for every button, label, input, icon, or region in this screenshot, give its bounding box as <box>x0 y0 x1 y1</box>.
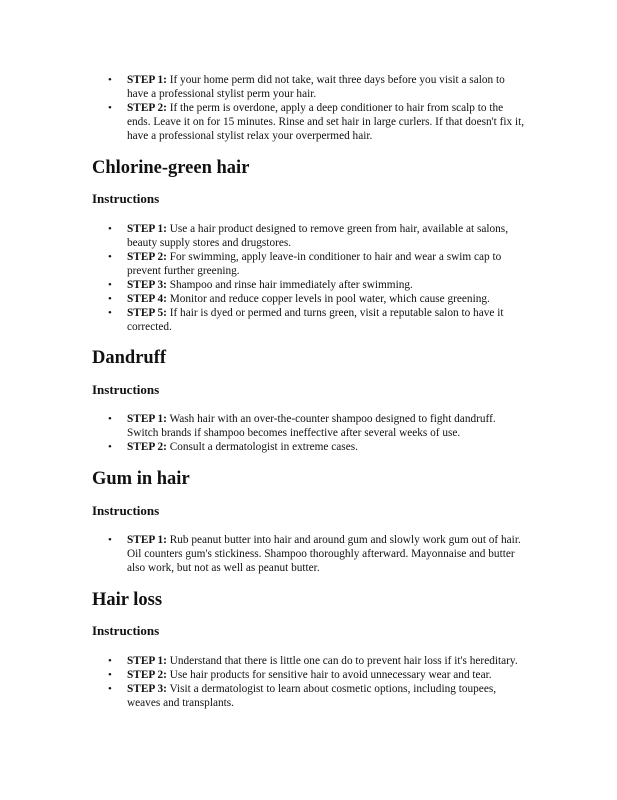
list-item <box>108 222 528 250</box>
list-item <box>108 668 528 682</box>
section-title-gum: Gum in hair <box>92 469 190 489</box>
step-text: If hair is dyed or permed and turns green, visit a reputable salon to have it corrected. <box>127 307 504 333</box>
step-label: STEP 2: <box>127 102 167 114</box>
list-item <box>108 533 528 575</box>
step-text: For swimming, apply leave-in conditioner to hair and wear a swim cap to prevent further greening. <box>127 251 502 277</box>
step-label: STEP 3: <box>127 279 167 291</box>
list-item <box>108 654 528 668</box>
instructions-heading: Instructions <box>92 382 160 397</box>
step-text: Monitor and reduce copper levels in pool water, which cause greening. <box>166 293 490 305</box>
step-label: STEP 2: <box>127 669 167 681</box>
step-label: STEP 2: <box>127 251 167 263</box>
step-text: Visit a dermatologist to learn about cosmetic options, including toupees, weaves and transplants. <box>127 683 497 709</box>
instructions-heading: Instructions <box>92 191 160 206</box>
gum-steps-list <box>108 533 528 575</box>
step-label: STEP 1: <box>127 655 167 667</box>
list-item <box>108 278 528 292</box>
step-label: STEP 4: <box>127 293 167 305</box>
step-label: STEP 2: <box>127 441 167 453</box>
step-text: Rub peanut butter into hair and around gum and slowly work gum out of hair. Oil counters gum's stickiness. Shampoo thoroughly afterward. Mayonnaise and butter also work, but not as well as peanut butter. <box>127 534 521 574</box>
step-label: STEP 1: <box>127 223 167 235</box>
step-text: Use a hair product designed to remove green from hair, available at salons, beauty supply stores and drugstores. <box>127 223 509 249</box>
step-text: Use hair products for sensitive hair to avoid unnecessary wear and tear. <box>166 669 492 681</box>
step-label: STEP 1: <box>127 413 167 425</box>
list-item <box>108 306 528 334</box>
list-item <box>108 250 528 278</box>
list-item <box>108 440 528 454</box>
step-label: STEP 1: <box>127 534 167 546</box>
list-item <box>108 682 528 710</box>
section-title-chlorine: Chlorine-green hair <box>92 158 250 178</box>
step-label: STEP 3: <box>127 683 167 695</box>
list-item <box>108 73 528 101</box>
step-text: Wash hair with an over-the-counter shampoo designed to fight dandruff. Switch brands if shampoo becomes ineffective after several weeks of use. <box>127 413 496 439</box>
instructions-heading: Instructions <box>92 503 160 518</box>
perm-steps-list <box>108 73 528 143</box>
step-text: If the perm is overdone, apply a deep conditioner to hair from scalp to the ends. Leave it on for 15 minutes. Rinse and set hair in large curlers. If that doesn't fix it, have a professional stylist relax your overpermed hair. <box>127 102 525 142</box>
step-text: Shampoo and rinse hair immediately after swimming. <box>166 279 413 291</box>
step-text: If your home perm did not take, wait three days before you visit a salon to have a professional stylist perm your hair. <box>127 74 505 100</box>
step-text: Consult a dermatologist in extreme cases. <box>166 441 358 453</box>
list-item <box>108 412 528 440</box>
step-label: STEP 5: <box>127 307 167 319</box>
hair-loss-steps-list <box>108 654 528 710</box>
chlorine-steps-list <box>108 222 528 334</box>
list-item <box>108 101 528 143</box>
list-item <box>108 292 528 306</box>
section-title-dandruff: Dandruff <box>92 348 167 368</box>
section-title-hair-loss: Hair loss <box>92 590 163 610</box>
dandruff-steps-list <box>108 412 528 454</box>
step-label: STEP 1: <box>127 74 167 86</box>
instructions-heading: Instructions <box>92 623 160 638</box>
step-text: Understand that there is little one can do to prevent hair loss if it's hereditary. <box>166 655 518 667</box>
